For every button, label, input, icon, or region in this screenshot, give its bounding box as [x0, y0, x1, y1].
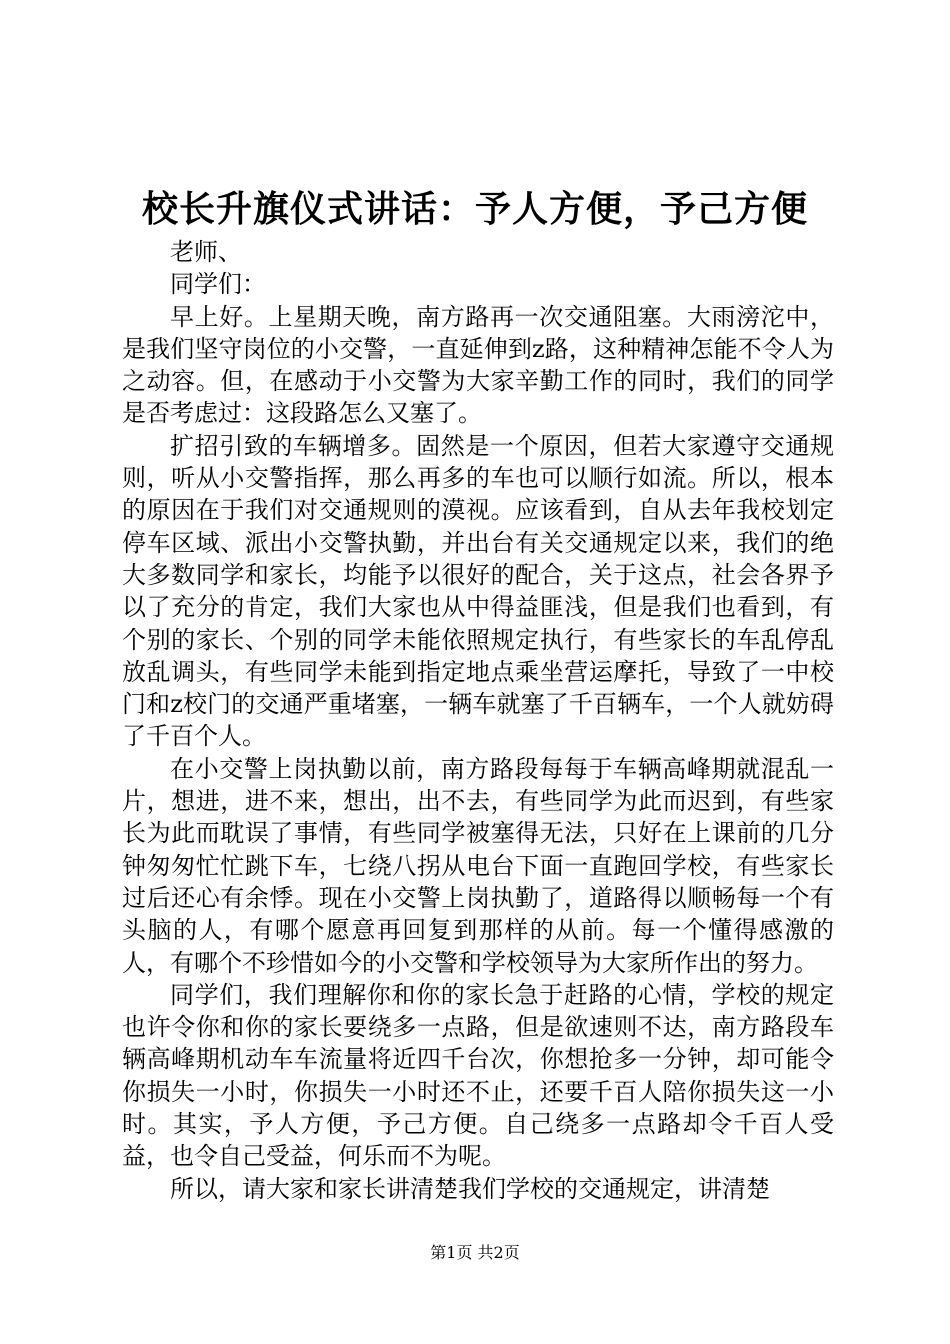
- paragraph: 在小交警上岗执勤以前，南方路段每每于车辆高峰期就混乱一片，想进，进不来，想出，出不去，有些同学为此而迟到，有些家长为此而耽误了事情，有些同学被塞得无法，只好在上课前的几分钟匆匆忙忙跳下车，七绕八拐从电台下面一直跑回学校，有些家长过后还心有余悸。现在小交警上岗执勤了，道路得以顺畅每一个有头脑的人，有哪个愿意再回复到那样的从前。每一个懂得感激的人，有哪个不珍惜如今的小交警和学校领导为大家所作出的努力。: [122, 754, 834, 977]
- paragraph: 所以，请大家和家长讲清楚我们学校的交通规定，讲清楚: [170, 1174, 770, 1203]
- document-title: 校长升旗仪式讲话：予人方便，予己方便: [141, 188, 808, 230]
- page-number-footer: 第1页 共2页: [430, 1243, 520, 1262]
- paragraph: 扩招引致的车辆增多。固然是一个原因，但若大家遵守交通规则，听从小交警指挥，那么再多的车也可以顺行如流。所以，根本的原因在于我们对交通规则的漠视。应该看到，自从去年我校划定停车区域、派出小交警执勤，并出台有关交通规定以来，我们的绝大多数同学和家长，均能予以很好的配合，关于这点，社会各界予以了充分的肯定，我们大家也从中得益匪浅，但是我们也看到，有个别的家长、个别的同学未能依照规定执行，有些家长的车乱停乱放乱调头，有些同学未能到指定地点乘坐营运摩托，导致了一中校门和z校门的交通严重堵塞，一辆车就塞了千百辆车，一个人就妨碍了千百个人。: [122, 431, 834, 751]
- salutation-teachers: 老师、: [170, 238, 242, 266]
- paragraph: 同学们，我们理解你和你的家长急于赶路的心情，学校的规定也许令你和你的家长要绕多一点路，但是欲速则不达，南方路段车辆高峰期机动车车流量将近四千台次，你想抢多一分钟，却可能令你损失一小时，你损失一小时还不止，还要千百人陪你损失这一小时。其实，予人方便，予己方便。自己绕多一点路却令千百人受益，也令自己受益，何乐而不为呢。: [122, 980, 834, 1171]
- salutation-students: 同学们：: [170, 270, 266, 299]
- paragraph: 早上好。上星期天晚，南方路再一次交通阻塞。大雨滂沱中，是我们坚守岗位的小交警，一直延伸到z路，这种精神怎能不令人为之动容。但，在感动于小交警为大家辛勤工作的同时，我们的同学是否考虑过：这段路怎么又塞了。: [122, 302, 834, 428]
- document-body: [122, 236, 834, 1205]
